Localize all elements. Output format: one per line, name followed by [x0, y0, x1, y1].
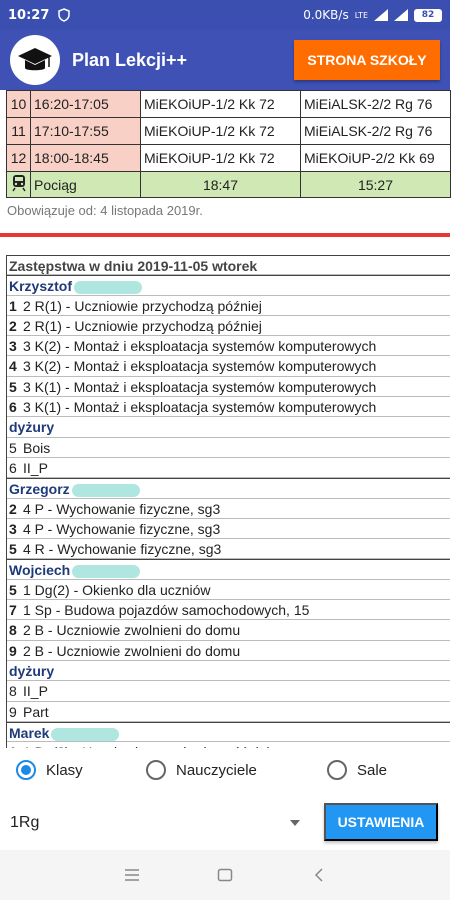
substitution-row — [7, 539, 450, 559]
lesson-number: 8 — [9, 622, 17, 639]
substitution-row — [7, 519, 450, 539]
lesson-time: 16:20-17:05 — [31, 91, 141, 118]
substitution-row — [7, 397, 450, 417]
substitution-text: 1 Dg(2) - Okienko dla uczniów — [23, 581, 211, 598]
shield-icon — [57, 8, 71, 22]
lesson-number: 7 — [9, 602, 17, 619]
duty-header: dyżury — [7, 661, 450, 681]
dropdown-arrow-icon — [290, 820, 300, 826]
substitution-text: 2 B - Uczniowie zwolnieni do domu — [23, 642, 241, 659]
substitution-text: 4 R - Wychowanie fizyczne, sg3 — [23, 541, 222, 558]
class-select[interactable] — [10, 808, 300, 838]
substitution-text: 3 K(2) - Montaż i eksploatacja systemów komputerowych — [23, 338, 377, 355]
signal-icon — [374, 9, 388, 21]
duty-number: 5 — [9, 439, 17, 456]
timetable-row[interactable] — [7, 118, 451, 145]
lesson-number: 5 — [9, 541, 17, 558]
duty-header: dyżury — [7, 417, 450, 437]
timetable-row[interactable] — [7, 91, 451, 118]
radio-label: Sale — [357, 761, 388, 779]
duty-row — [7, 438, 450, 458]
lesson-number: 2 — [9, 500, 17, 517]
bottom-controls — [0, 748, 450, 850]
timetable — [6, 90, 451, 198]
lesson-cell[interactable]: MiEKOiUP-1/2 Kk 72 — [141, 145, 301, 172]
lesson-number: 1 — [9, 297, 17, 314]
lesson-number: 5 — [9, 581, 17, 598]
substitution-text: 1 Sp - Budowa pojazdów samochodowych, 15 — [23, 602, 310, 619]
status-right — [303, 8, 442, 22]
system-nav-bar — [0, 850, 450, 900]
lesson-number: 2 — [9, 317, 17, 334]
menu-icon[interactable] — [120, 864, 144, 886]
teacher-name-row — [7, 559, 450, 579]
lesson-cell[interactable]: MiEKOiUP-2/2 Kk 69 — [301, 145, 451, 172]
train-time: 15:27 — [301, 172, 451, 198]
substitution-row — [7, 620, 450, 640]
blurred-surname — [72, 484, 140, 497]
duty-row — [7, 458, 450, 478]
train-time: 18:47 — [141, 172, 301, 198]
lesson-cell[interactable]: MiEiALSK-2/2 Rg 76 — [301, 118, 451, 145]
view-mode-radio-group — [0, 760, 450, 790]
duty-text: Bois — [23, 439, 51, 456]
home-icon[interactable] — [213, 864, 237, 886]
net-speed: 0.0KB/s — [303, 8, 349, 22]
lesson-time: 18:00-18:45 — [31, 145, 141, 172]
train-row — [7, 172, 451, 198]
back-icon[interactable] — [307, 864, 331, 886]
substitution-text: 2 R(1) - Uczniowie przychodzą później — [23, 297, 262, 314]
lesson-cell[interactable]: MiEKOiUP-1/2 Kk 72 — [141, 91, 301, 118]
status-bar — [0, 0, 450, 30]
lesson-cell[interactable]: MiEKOiUP-1/2 Kk 72 — [141, 118, 301, 145]
lesson-number: 12 — [7, 145, 31, 172]
radio-indicator[interactable] — [327, 760, 347, 780]
duty-number: 6 — [9, 459, 17, 476]
class-select-value: 1Rg — [10, 814, 40, 831]
lesson-number: 4 — [9, 358, 17, 375]
substitution-text: 2 B - Uczniowie zwolnieni do domu — [23, 622, 241, 639]
substitution-row — [7, 336, 450, 356]
app-title: Plan Lekcji++ — [72, 49, 188, 70]
teacher-name: Wojciech — [9, 562, 71, 579]
radio-indicator[interactable] — [146, 760, 166, 780]
lesson-number: 11 — [7, 118, 31, 145]
substitution-row — [7, 356, 450, 376]
blurred-surname — [51, 728, 119, 741]
network-type: LTE — [354, 10, 368, 20]
duty-text: II_P — [23, 683, 48, 700]
school-website-button[interactable]: STRONA SZKOŁY — [294, 40, 440, 80]
section-divider — [0, 233, 450, 237]
duty-text: Part — [23, 703, 49, 720]
duty-number: 8 — [9, 683, 17, 700]
signal-icon-2 — [394, 9, 408, 21]
substitution-text: 4 P - Wychowanie fizyczne, sg3 — [23, 500, 221, 517]
substitution-row — [7, 377, 450, 397]
lesson-time: 17:10-17:55 — [31, 118, 141, 145]
graduation-cap-icon — [10, 35, 60, 85]
status-time: 10:27 — [8, 7, 50, 23]
substitution-text: 3 K(2) - Montaż i eksploatacja systemów komputerowych — [23, 358, 377, 375]
substitutions-header: Zastępstwa w dniu 2019-11-05 wtorek — [7, 255, 450, 275]
lesson-number: 10 — [7, 91, 31, 118]
lesson-number: 3 — [9, 520, 17, 537]
duty-row — [7, 681, 450, 701]
lesson-cell[interactable]: MiEiALSK-2/2 Rg 76 — [301, 91, 451, 118]
app-bar — [0, 30, 450, 90]
duty-row — [7, 702, 450, 722]
teacher-name: Krzysztof — [9, 278, 73, 295]
teacher-name: Grzegorz — [9, 481, 70, 498]
lesson-number: 6 — [9, 399, 17, 416]
substitution-row — [7, 580, 450, 600]
substitution-row — [7, 641, 450, 661]
teacher-name: Marek — [9, 724, 50, 741]
train-icon — [7, 172, 31, 198]
teacher-name-row — [7, 478, 450, 498]
radio-rooms[interactable] — [327, 760, 387, 780]
substitution-row — [7, 499, 450, 519]
duty-text: II_P — [23, 459, 48, 476]
blurred-surname — [74, 281, 142, 294]
substitution-text: 4 P - Wychowanie fizyczne, sg3 — [23, 520, 221, 537]
radio-indicator[interactable] — [16, 760, 36, 780]
substitution-text: 2 R(1) - Uczniowie przychodzą później — [23, 317, 262, 334]
blurred-surname — [72, 565, 140, 578]
substitution-row — [7, 296, 450, 316]
duty-number: 9 — [9, 703, 17, 720]
substitution-text: 3 K(1) - Montaż i eksploatacja systemów komputerowych — [23, 399, 377, 416]
lesson-number: 3 — [9, 338, 17, 355]
radio-label: Klasy — [46, 761, 83, 779]
substitution-row — [7, 600, 450, 620]
teacher-name-row — [7, 275, 450, 295]
lesson-number: 5 — [9, 378, 17, 395]
radio-teachers[interactable] — [146, 760, 257, 780]
valid-from-text: Obowiązuje od: 4 listopada 2019r. — [7, 203, 203, 218]
battery-icon: 82 — [414, 9, 442, 22]
substitutions-list[interactable] — [6, 255, 450, 748]
radio-label: Nauczyciele — [176, 761, 257, 779]
train-label: Pociąg — [31, 172, 141, 198]
radio-classes[interactable] — [16, 760, 83, 780]
substitution-text: 3 K(1) - Montaż i eksploatacja systemów komputerowych — [23, 378, 377, 395]
settings-button[interactable]: USTAWIENIA — [324, 803, 438, 841]
teacher-name-row — [7, 722, 450, 742]
timetable-row[interactable] — [7, 145, 451, 172]
lesson-number: 9 — [9, 642, 17, 659]
substitution-row — [7, 316, 450, 336]
